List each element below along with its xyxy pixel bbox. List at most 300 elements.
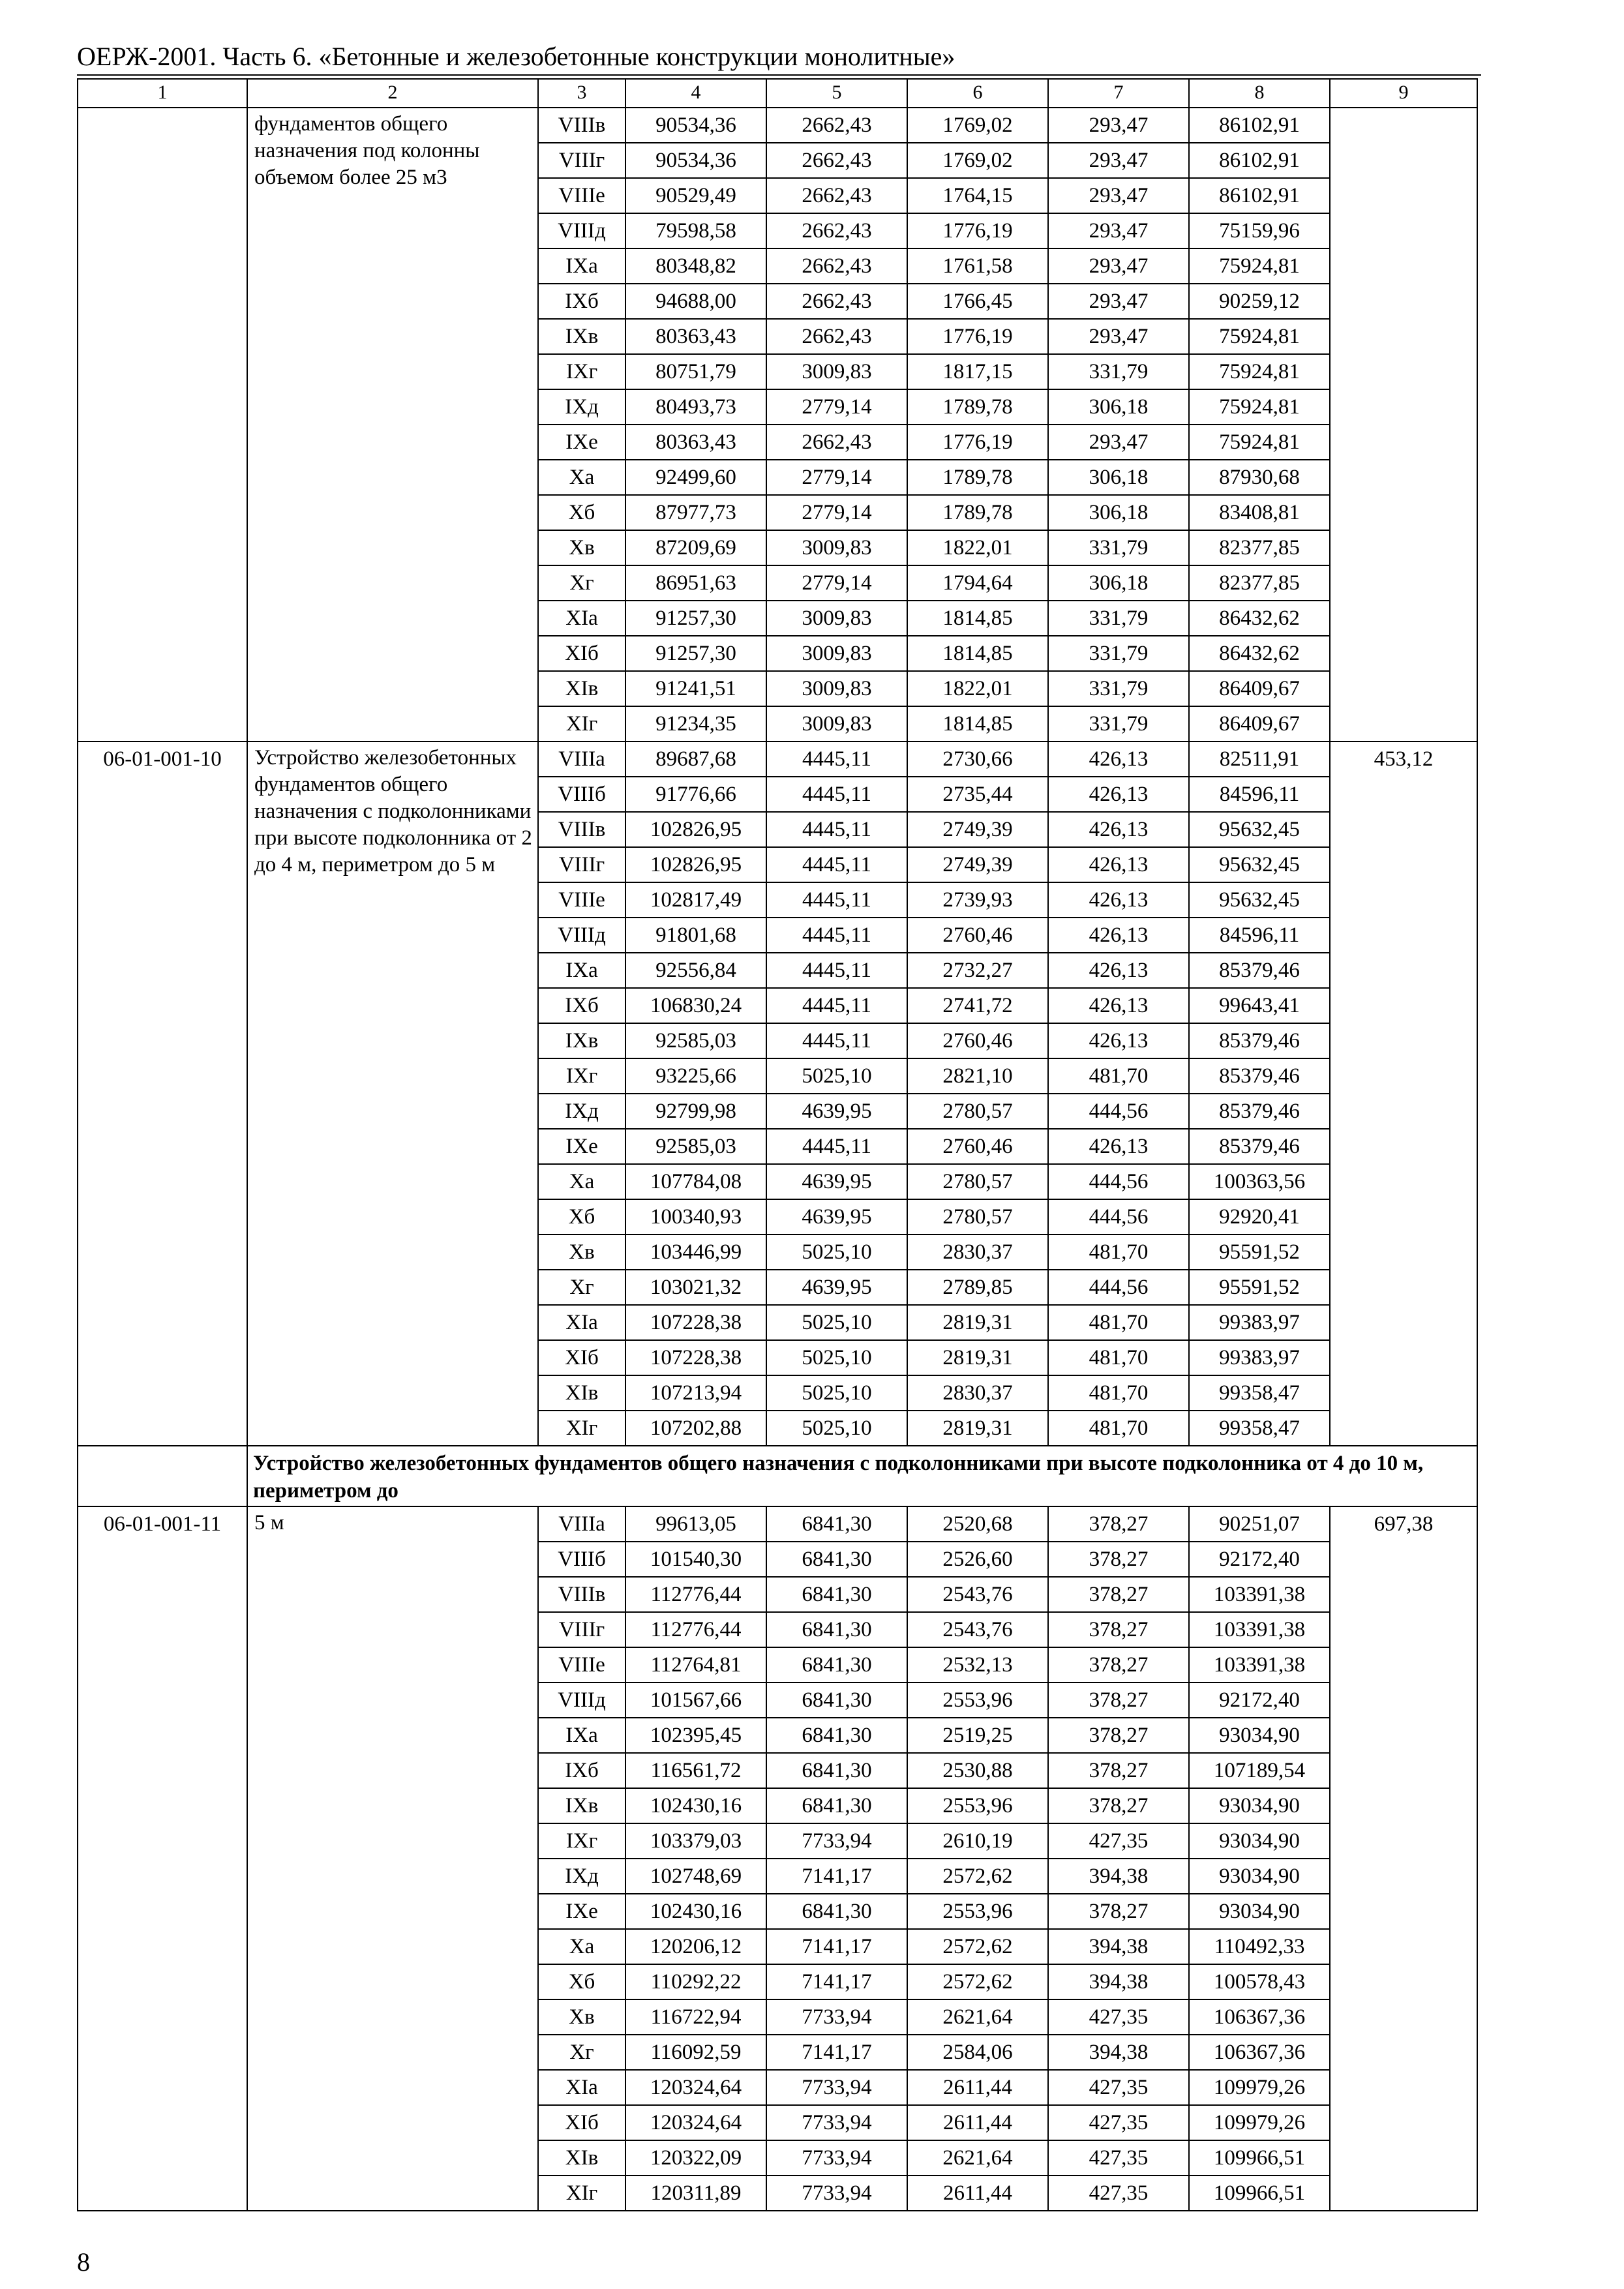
price-value: 4639,95 (766, 1270, 907, 1305)
region-code: IXа (538, 248, 625, 284)
price-value: 89687,68 (625, 741, 766, 777)
price-value: 2749,39 (907, 847, 1048, 882)
price-value: 4445,11 (766, 777, 907, 812)
price-value: 2830,37 (907, 1234, 1048, 1270)
price-value: 106830,24 (625, 988, 766, 1023)
price-value: 1822,01 (907, 530, 1048, 565)
section-blank (78, 1446, 247, 1506)
price-value: 2553,96 (907, 1788, 1048, 1823)
table-row (78, 108, 1477, 143)
price-value: 2611,44 (907, 2176, 1048, 2211)
price-value: 331,79 (1048, 601, 1189, 636)
price-value: 93034,90 (1189, 1788, 1330, 1823)
price-value: 109979,26 (1189, 2070, 1330, 2105)
region-code: XIб (538, 2105, 625, 2140)
price-value: 116722,94 (625, 1999, 766, 2035)
region-code: VIIIб (538, 777, 625, 812)
price-value: 120311,89 (625, 2176, 766, 2211)
price-value: 2553,96 (907, 1894, 1048, 1929)
price-value: 92585,03 (625, 1129, 766, 1164)
price-value: 427,35 (1048, 2070, 1189, 2105)
price-value: 4445,11 (766, 741, 907, 777)
region-code: IXд (538, 1859, 625, 1894)
price-value: 293,47 (1048, 248, 1189, 284)
price-value: 444,56 (1048, 1164, 1189, 1199)
price-value: 90251,07 (1189, 1506, 1330, 1542)
price-value: 481,70 (1048, 1234, 1189, 1270)
price-value: 444,56 (1048, 1270, 1189, 1305)
price-value: 5025,10 (766, 1411, 907, 1446)
price-value: 5025,10 (766, 1375, 907, 1411)
price-value: 1776,19 (907, 319, 1048, 354)
price-value: 75924,81 (1189, 354, 1330, 389)
price-value: 394,38 (1048, 1859, 1189, 1894)
price-value: 331,79 (1048, 354, 1189, 389)
price-value: 82377,85 (1189, 530, 1330, 565)
price-value: 107202,88 (625, 1411, 766, 1446)
price-value: 87930,68 (1189, 460, 1330, 495)
price-value: 99358,47 (1189, 1375, 1330, 1411)
price-value: 2621,64 (907, 2140, 1048, 2176)
price-value: 2543,76 (907, 1612, 1048, 1647)
price-value: 293,47 (1048, 213, 1189, 248)
price-table-body (78, 79, 1477, 2211)
price-value: 3009,83 (766, 530, 907, 565)
price-value: 94688,00 (625, 284, 766, 319)
price-value: 331,79 (1048, 671, 1189, 706)
price-value: 293,47 (1048, 178, 1189, 213)
region-code: XIб (538, 636, 625, 671)
price-value: 481,70 (1048, 1375, 1189, 1411)
price-value: 1769,02 (907, 108, 1048, 143)
price-value: 2611,44 (907, 2070, 1048, 2105)
price-value: 103379,03 (625, 1823, 766, 1859)
price-value: 107189,54 (1189, 1753, 1330, 1788)
price-value: 3009,83 (766, 706, 907, 741)
price-value: 100340,93 (625, 1199, 766, 1234)
price-value: 95632,45 (1189, 812, 1330, 847)
column-number-row (78, 79, 1477, 108)
region-code: XIа (538, 1305, 625, 1340)
price-value: 1814,85 (907, 601, 1048, 636)
price-value: 75924,81 (1189, 389, 1330, 425)
price-value: 2735,44 (907, 777, 1048, 812)
price-value: 427,35 (1048, 2176, 1189, 2211)
price-value: 1822,01 (907, 671, 1048, 706)
price-value: 116561,72 (625, 1753, 766, 1788)
price-value: 1794,64 (907, 565, 1048, 601)
section-title: Устройство железобетонных фундаментов общего назначения с подколонниками при высоте подколонника от 4 до 10 м, периметром до (247, 1446, 1477, 1506)
price-value: 2760,46 (907, 918, 1048, 953)
price-value: 95632,45 (1189, 847, 1330, 882)
item-code (78, 108, 247, 741)
price-value: 86409,67 (1189, 671, 1330, 706)
price-value: 4445,11 (766, 918, 907, 953)
price-value: 2749,39 (907, 812, 1048, 847)
price-value: 6841,30 (766, 1506, 907, 1542)
price-value: 1766,45 (907, 284, 1048, 319)
price-value: 90529,49 (625, 178, 766, 213)
region-code: Xб (538, 1199, 625, 1234)
region-code: XIа (538, 601, 625, 636)
region-code: Xв (538, 1999, 625, 2035)
price-value: 91241,51 (625, 671, 766, 706)
price-value: 85379,46 (1189, 953, 1330, 988)
price-value: 109966,51 (1189, 2140, 1330, 2176)
price-value: 306,18 (1048, 495, 1189, 530)
region-code: VIIIе (538, 1647, 625, 1683)
price-value: 331,79 (1048, 530, 1189, 565)
price-value: 86432,62 (1189, 636, 1330, 671)
price-value: 378,27 (1048, 1753, 1189, 1788)
price-value: 2572,62 (907, 1929, 1048, 1964)
region-code: XIв (538, 2140, 625, 2176)
price-value: 7733,94 (766, 2140, 907, 2176)
price-value: 5025,10 (766, 1234, 907, 1270)
price-value: 426,13 (1048, 777, 1189, 812)
price-value: 306,18 (1048, 389, 1189, 425)
price-value: 426,13 (1048, 953, 1189, 988)
price-value: 378,27 (1048, 1542, 1189, 1577)
price-value: 100363,56 (1189, 1164, 1330, 1199)
region-code: VIIIа (538, 741, 625, 777)
price-value: 3009,83 (766, 671, 907, 706)
price-value: 85379,46 (1189, 1023, 1330, 1058)
price-value: 103391,38 (1189, 1577, 1330, 1612)
price-value: 2730,66 (907, 741, 1048, 777)
price-value: 6841,30 (766, 1577, 907, 1612)
price-value: 120206,12 (625, 1929, 766, 1964)
header-rule (77, 74, 1481, 76)
price-value: 6841,30 (766, 1718, 907, 1753)
price-value: 93034,90 (1189, 1718, 1330, 1753)
price-value: 5025,10 (766, 1340, 907, 1375)
price-value: 7733,94 (766, 2105, 907, 2140)
price-value: 103446,99 (625, 1234, 766, 1270)
region-code: VIIIб (538, 1542, 625, 1577)
price-value: 2662,43 (766, 108, 907, 143)
price-value: 293,47 (1048, 143, 1189, 178)
column-number: 4 (625, 79, 766, 108)
price-value: 86432,62 (1189, 601, 1330, 636)
price-value: 87209,69 (625, 530, 766, 565)
price-value: 91257,30 (625, 636, 766, 671)
price-value: 426,13 (1048, 847, 1189, 882)
price-value: 306,18 (1048, 565, 1189, 601)
price-value: 120324,64 (625, 2105, 766, 2140)
price-value: 107213,94 (625, 1375, 766, 1411)
price-value: 427,35 (1048, 1823, 1189, 1859)
price-value: 2532,13 (907, 1647, 1048, 1683)
price-value: 293,47 (1048, 425, 1189, 460)
region-code: IXв (538, 1788, 625, 1823)
price-value: 107228,38 (625, 1305, 766, 1340)
price-value: 394,38 (1048, 2035, 1189, 2070)
price-value: 99643,41 (1189, 988, 1330, 1023)
column-number: 5 (766, 79, 907, 108)
price-value: 1789,78 (907, 389, 1048, 425)
price-value: 102430,16 (625, 1894, 766, 1929)
price-value: 85379,46 (1189, 1058, 1330, 1094)
price-value: 75924,81 (1189, 248, 1330, 284)
price-value: 2662,43 (766, 319, 907, 354)
region-code: IXв (538, 1023, 625, 1058)
price-value: 93034,90 (1189, 1894, 1330, 1929)
price-value: 102817,49 (625, 882, 766, 918)
region-code: VIIIе (538, 178, 625, 213)
price-value: 110492,33 (1189, 1929, 1330, 1964)
region-code: VIIIе (538, 882, 625, 918)
price-value: 79598,58 (625, 213, 766, 248)
region-code: IXа (538, 1718, 625, 1753)
price-value: 2819,31 (907, 1411, 1048, 1446)
item-col9: 453,12 (1330, 741, 1477, 1446)
price-value: 4639,95 (766, 1164, 907, 1199)
region-code: IXв (538, 319, 625, 354)
price-value: 2779,14 (766, 565, 907, 601)
price-value: 293,47 (1048, 284, 1189, 319)
price-value: 4445,11 (766, 847, 907, 882)
price-value: 4445,11 (766, 1023, 907, 1058)
price-value: 106367,36 (1189, 2035, 1330, 2070)
price-value: 86102,91 (1189, 108, 1330, 143)
price-value: 2526,60 (907, 1542, 1048, 1577)
price-value: 80363,43 (625, 425, 766, 460)
price-value: 426,13 (1048, 812, 1189, 847)
price-value: 84596,11 (1189, 777, 1330, 812)
price-value: 102395,45 (625, 1718, 766, 1753)
price-value: 92585,03 (625, 1023, 766, 1058)
price-value: 2611,44 (907, 2105, 1048, 2140)
price-value: 109979,26 (1189, 2105, 1330, 2140)
price-value: 378,27 (1048, 1894, 1189, 1929)
price-value: 106367,36 (1189, 1999, 1330, 2035)
price-value: 85379,46 (1189, 1129, 1330, 1164)
price-value: 394,38 (1048, 1964, 1189, 1999)
region-code: Xа (538, 460, 625, 495)
price-value: 426,13 (1048, 1129, 1189, 1164)
price-value: 103391,38 (1189, 1647, 1330, 1683)
price-value: 4639,95 (766, 1199, 907, 1234)
price-value: 107784,08 (625, 1164, 766, 1199)
column-number: 3 (538, 79, 625, 108)
price-value: 427,35 (1048, 2140, 1189, 2176)
price-value: 99358,47 (1189, 1411, 1330, 1446)
price-value: 116092,59 (625, 2035, 766, 2070)
region-code: VIIIа (538, 1506, 625, 1542)
price-value: 2789,85 (907, 1270, 1048, 1305)
table-row (78, 1506, 1477, 1542)
region-code: IXа (538, 953, 625, 988)
price-value: 2662,43 (766, 213, 907, 248)
price-value: 2779,14 (766, 495, 907, 530)
item-description: Устройство железобетонных фундаментов общего назначения с подколонниками при высоте подколонника от 2 до 4 м, периметром до 5 м (247, 741, 538, 1446)
price-value: 102826,95 (625, 812, 766, 847)
price-value: 80751,79 (625, 354, 766, 389)
price-table (77, 78, 1478, 2211)
price-value: 2662,43 (766, 178, 907, 213)
price-value: 7733,94 (766, 1999, 907, 2035)
price-value: 378,27 (1048, 1718, 1189, 1753)
price-value: 7141,17 (766, 1859, 907, 1894)
price-value: 86951,63 (625, 565, 766, 601)
price-value: 4445,11 (766, 953, 907, 988)
item-code: 06-01-001-11 (78, 1506, 247, 2211)
price-value: 93034,90 (1189, 1823, 1330, 1859)
price-value: 1814,85 (907, 636, 1048, 671)
price-value: 2821,10 (907, 1058, 1048, 1094)
price-value: 80363,43 (625, 319, 766, 354)
price-value: 3009,83 (766, 636, 907, 671)
price-value: 6841,30 (766, 1542, 907, 1577)
region-code: IXб (538, 284, 625, 319)
region-code: VIIIд (538, 213, 625, 248)
price-value: 2760,46 (907, 1129, 1048, 1164)
region-code: Xг (538, 565, 625, 601)
column-number: 6 (907, 79, 1048, 108)
region-code: VIIIд (538, 918, 625, 953)
price-value: 2530,88 (907, 1753, 1048, 1788)
price-value: 2741,72 (907, 988, 1048, 1023)
price-value: 99383,97 (1189, 1340, 1330, 1375)
price-value: 7141,17 (766, 2035, 907, 2070)
price-value: 2520,68 (907, 1506, 1048, 1542)
price-value: 90259,12 (1189, 284, 1330, 319)
price-value: 75924,81 (1189, 319, 1330, 354)
price-value: 99383,97 (1189, 1305, 1330, 1340)
price-value: 426,13 (1048, 918, 1189, 953)
price-value: 120324,64 (625, 2070, 766, 2105)
price-value: 481,70 (1048, 1305, 1189, 1340)
price-value: 80348,82 (625, 248, 766, 284)
region-code: IXг (538, 1058, 625, 1094)
price-value: 4445,11 (766, 988, 907, 1023)
price-value: 293,47 (1048, 319, 1189, 354)
region-code: Xб (538, 495, 625, 530)
price-value: 102826,95 (625, 847, 766, 882)
region-code: XIб (538, 1340, 625, 1375)
region-code: XIг (538, 706, 625, 741)
price-value: 82511,91 (1189, 741, 1330, 777)
price-value: 7733,94 (766, 2176, 907, 2211)
region-code: XIв (538, 671, 625, 706)
price-value: 80493,73 (625, 389, 766, 425)
price-value: 6841,30 (766, 1612, 907, 1647)
price-value: 120322,09 (625, 2140, 766, 2176)
price-value: 2543,76 (907, 1577, 1048, 1612)
price-value: 331,79 (1048, 636, 1189, 671)
region-code: VIIIв (538, 812, 625, 847)
price-value: 426,13 (1048, 882, 1189, 918)
region-code: XIг (538, 2176, 625, 2211)
price-value: 2780,57 (907, 1164, 1048, 1199)
price-value: 2662,43 (766, 425, 907, 460)
price-value: 1776,19 (907, 213, 1048, 248)
price-value: 2760,46 (907, 1023, 1048, 1058)
item-code: 06-01-001-10 (78, 741, 247, 1446)
price-value: 2779,14 (766, 389, 907, 425)
price-value: 426,13 (1048, 741, 1189, 777)
price-value: 331,79 (1048, 706, 1189, 741)
price-value: 6841,30 (766, 1894, 907, 1929)
price-value: 102430,16 (625, 1788, 766, 1823)
price-value: 2662,43 (766, 143, 907, 178)
price-value: 86102,91 (1189, 178, 1330, 213)
price-value: 93034,90 (1189, 1859, 1330, 1894)
column-number: 2 (247, 79, 538, 108)
price-value: 90534,36 (625, 143, 766, 178)
price-value: 2584,06 (907, 2035, 1048, 2070)
price-value: 2572,62 (907, 1964, 1048, 1999)
price-value: 6841,30 (766, 1647, 907, 1683)
price-value: 3009,83 (766, 601, 907, 636)
price-value: 7141,17 (766, 1964, 907, 1999)
section-title-row (78, 1446, 1477, 1506)
price-value: 1776,19 (907, 425, 1048, 460)
price-value: 1764,15 (907, 178, 1048, 213)
price-value: 306,18 (1048, 460, 1189, 495)
region-code: IXе (538, 425, 625, 460)
price-value: 7141,17 (766, 1929, 907, 1964)
region-code: VIIIг (538, 143, 625, 178)
region-code: VIIIд (538, 1683, 625, 1718)
price-value: 6841,30 (766, 1788, 907, 1823)
region-code: VIIIг (538, 847, 625, 882)
price-value: 444,56 (1048, 1094, 1189, 1129)
price-value: 1789,78 (907, 495, 1048, 530)
region-code: Xг (538, 1270, 625, 1305)
item-description: 5 м (247, 1506, 538, 2211)
price-value: 2553,96 (907, 1683, 1048, 1718)
price-value: 91776,66 (625, 777, 766, 812)
price-value: 6841,30 (766, 1753, 907, 1788)
price-value: 6841,30 (766, 1683, 907, 1718)
region-code: IXг (538, 354, 625, 389)
price-value: 5025,10 (766, 1058, 907, 1094)
price-value: 481,70 (1048, 1411, 1189, 1446)
price-value: 7733,94 (766, 1823, 907, 1859)
price-value: 1817,15 (907, 354, 1048, 389)
price-value: 85379,46 (1189, 1094, 1330, 1129)
region-code: Xв (538, 530, 625, 565)
price-value: 92499,60 (625, 460, 766, 495)
price-value: 86102,91 (1189, 143, 1330, 178)
price-value: 82377,85 (1189, 565, 1330, 601)
price-value: 378,27 (1048, 1506, 1189, 1542)
region-code: IXд (538, 1094, 625, 1129)
price-value: 378,27 (1048, 1612, 1189, 1647)
column-number: 1 (78, 79, 247, 108)
price-value: 93225,66 (625, 1058, 766, 1094)
price-value: 1769,02 (907, 143, 1048, 178)
price-value: 107228,38 (625, 1340, 766, 1375)
price-value: 293,47 (1048, 108, 1189, 143)
price-value: 481,70 (1048, 1058, 1189, 1094)
price-value: 444,56 (1048, 1199, 1189, 1234)
item-col9 (1330, 108, 1477, 741)
price-value: 426,13 (1048, 1023, 1189, 1058)
price-value: 2819,31 (907, 1305, 1048, 1340)
region-code: Xв (538, 1234, 625, 1270)
price-value: 2780,57 (907, 1094, 1048, 1129)
region-code: Xг (538, 2035, 625, 2070)
price-value: 99613,05 (625, 1506, 766, 1542)
price-value: 92172,40 (1189, 1542, 1330, 1577)
price-value: 110292,22 (625, 1964, 766, 1999)
column-number: 7 (1048, 79, 1189, 108)
page-number: 8 (77, 2247, 90, 2277)
price-value: 103391,38 (1189, 1612, 1330, 1647)
